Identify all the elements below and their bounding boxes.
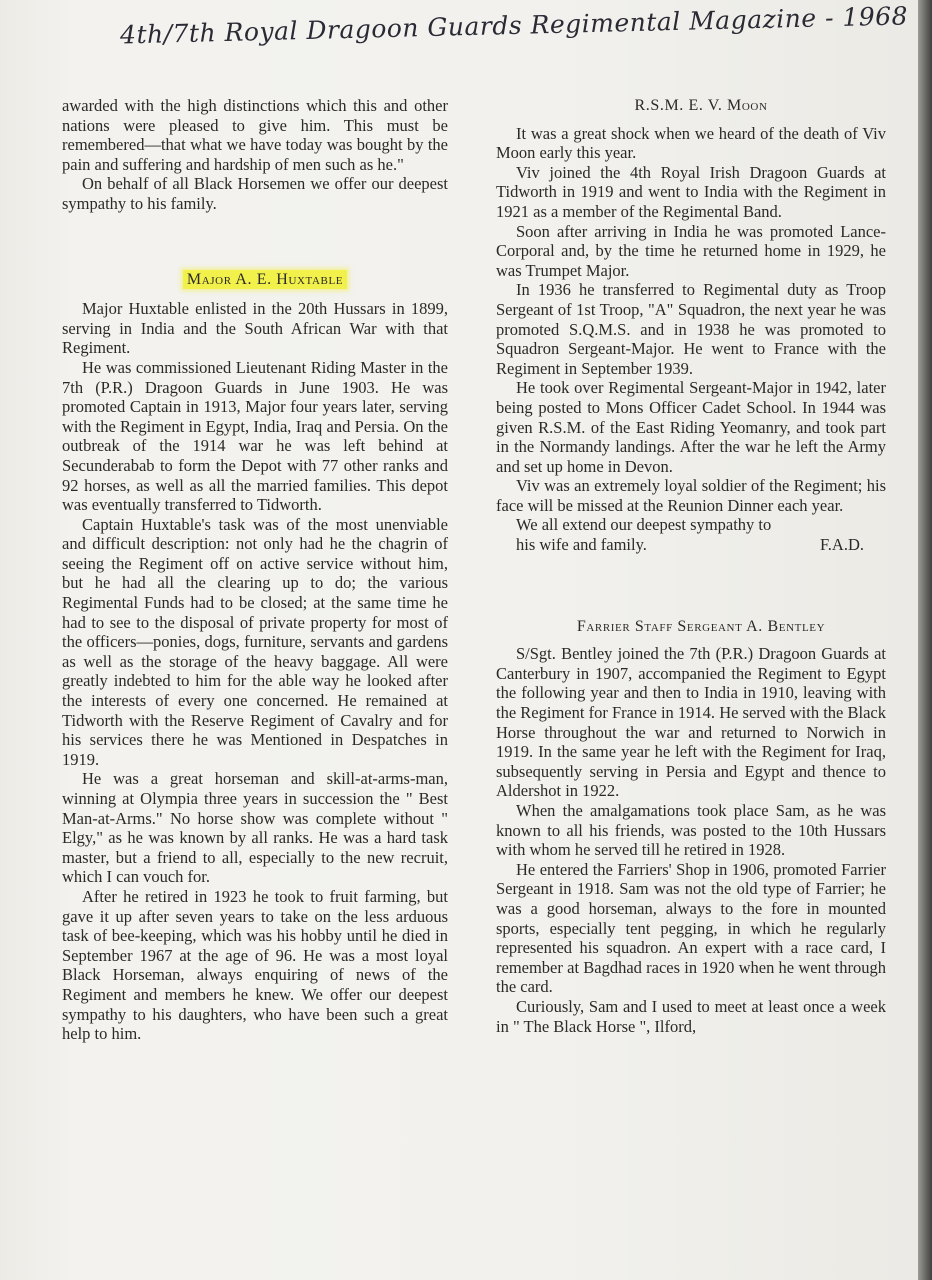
huxtable-heading xyxy=(62,270,448,290)
bentley-paragraph: S/Sgt. Bentley joined the 7th (P.R.) Dragoon Guards at Canterbury in 1907, accompanied the Regiment to Egypt the following year and then to India in 1910, leaving with the Regiment for France in 1914. He served with the Black Horse throughout the war and returned to Norwich in 1919. In the same year he left with the Regiment for Iraq, subsequently serving in Persia and Egypt and thence to Aldershot in 1922. xyxy=(496,644,886,801)
moon-paragraph: In 1936 he transferred to Regimental duty as Troop Sergeant of 1st Troop, "A" Squadron, the next year he was promoted S.Q.M.S. and in 1938 he was promoted to Squadron Sergeant-Major. He went to France with the Regiment in September 1939. xyxy=(496,280,886,378)
huxtable-paragraph: Major Huxtable enlisted in the 20th Hussars in 1899, serving in India and the South African War with that Regiment. xyxy=(62,299,448,358)
moon-signature: F.A.D. xyxy=(819,535,864,555)
moon-heading: R.S.M. E. V. Moon xyxy=(634,97,768,114)
moon-closing-text: his wife and family. xyxy=(516,535,647,555)
highlighted-heading-text: Major A. E. Huxtable xyxy=(183,270,347,289)
moon-paragraph: It was a great shock when we heard of the death of Viv Moon early this year. xyxy=(496,123,886,163)
page-edge-shadow xyxy=(918,0,932,1280)
moon-closing-line: We all extend our deepest sympathy to xyxy=(516,515,772,535)
handwritten-title: 4th/7th Royal Dragoon Guards Regimental Magazine - 1968 xyxy=(119,1,909,50)
moon-paragraph: Viv was an extremely loyal soldier of the Regiment; his face will be missed at the Reunion Dinner each year. xyxy=(496,476,886,515)
intro-paragraph-continued: awarded with the high distinctions which this and other nations were pleased to give him. This must be remembered—that what we have today was bought by the pain and suffering and hardship of men such as he." xyxy=(62,96,448,174)
right-column xyxy=(496,96,886,1036)
moon-closing-signature-line xyxy=(496,535,886,555)
moon-paragraph: Viv joined the 4th Royal Irish Dragoon Guards at Tidworth in 1919 and went to India with the Regiment in 1921 as a member of the Regimental Band. xyxy=(496,162,886,221)
bentley-heading: Farrier Staff Sergeant A. Bentley xyxy=(576,617,826,635)
intro-paragraph: On behalf of all Black Horsemen we offer our deepest sympathy to his family. xyxy=(62,174,448,213)
huxtable-paragraph: After he retired in 1923 he took to fruit farming, but gave it up after seven years to take on the less arduous task of bee-keeping, which was his hobby until he died in September 1967 at the age of 96. He was a most loyal Black Horseman, always enquiring of news of the Regiment and members he knew. We offer our deepest sympathy to his daughters, who have been such a great help to him. xyxy=(62,886,448,1044)
bentley-paragraph: He entered the Farriers' Shop in 1906, promoted Farrier Sergeant in 1918. Sam was not the old type of Farrier; he was a good horseman, always to the fore in mounted sports, especially tent pegging, in which he regularly represented his squadron. An expert with a race card, I remember at Bagdhad races in 1920 when he went through the card. xyxy=(496,859,886,997)
huxtable-paragraph: He was commissioned Lieutenant Riding Master in the 7th (P.R.) Dragoon Guards in June 1903. He was promoted Captain in 1913, Major four years later, serving with the Regiment in Egypt, India, Iraq and Persia. On the outbreak of the 1914 war he was left behind at Secunderabab to form the Depot with 77 other ranks and 92 horses, as well as all the married families. This depot was eventually transferred to Tidworth. xyxy=(62,357,448,515)
bentley-paragraph: When the amalgamations took place Sam, as he was known to all his friends, was posted to the 10th Hussars with whom he served till he retired in 1928. xyxy=(496,801,886,860)
bentley-paragraph: Curiously, Sam and I used to meet at least once a week in " The Black Horse ", Ilford, xyxy=(496,996,886,1036)
left-column xyxy=(62,96,448,1044)
moon-paragraph: Soon after arriving in India he was promoted Lance-Corporal and, by the time he returned home in 1929, he was Trumpet Major. xyxy=(496,221,886,280)
huxtable-paragraph: He was a great horseman and skill-at-arms-man, winning at Olympia three years in succession the " Best Man-at-Arms." No horse show was complete without " Elgy," as he was known by all ranks. He was a hard task master, but a friend to all, especially to the new recruit, which I can vouch for. xyxy=(62,769,448,887)
moon-paragraph: He took over Regimental Sergeant-Major in 1942, later being posted to Mons Officer Cadet School. In 1944 was given R.S.M. of the East Riding Yeomanry, and took part in the Normandy landings. After the war he left the Army and set up home in Devon. xyxy=(496,378,886,476)
huxtable-paragraph: Captain Huxtable's task was of the most unenviable and difficult description: not only had he the chagrin of seeing the Regiment off on active service without him, but he had all the clearing up to do; the various Regimental Funds had to be closed; at the same time he had to see to the disposal of private property for most of the officers—ponies, dogs, furniture, servants and gardens as well as the storage of the heavy baggage. All were greatly indebted to him for the able way he looked after the interests of every one concerned. He remained at Tidworth with the Reserve Regiment of Cavalry and for his services there he was Mentioned in Despatches in 1919. xyxy=(62,514,448,769)
